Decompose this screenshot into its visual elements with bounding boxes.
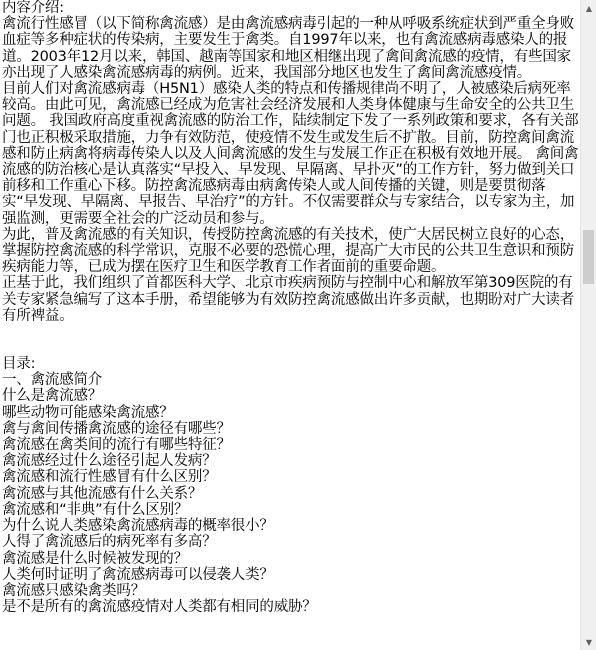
toc-item: 一、禽流感简介 xyxy=(2,372,103,389)
document-body xyxy=(2,0,580,615)
toc-heading: 目录: xyxy=(2,356,36,373)
scrollbar-thumb[interactable] xyxy=(583,230,594,284)
toc-item: 禽流感和流行性感冒有什么区别？ xyxy=(2,469,217,486)
toc-item: 什么是禽流感？ xyxy=(2,388,103,405)
toc-item: 哪些动物可能感染禽流感？ xyxy=(2,404,174,421)
scroll-up-arrow-icon[interactable]: ▲ xyxy=(585,3,593,13)
paragraph: 禽流行性感冒（以下简称禽流感）是由禽流感病毒引起的一种从呼吸系统症状到严重全身败血症等多种症状的传染病，主要发生于禽类。自1997年以来，也有禽流感病毒感染人的报道。2003年12月以来，韩国、越南等国家和地区相继出现了禽间禽流感的疫情，有些国家亦出现了人感染禽流感病毒的病例。近来，我国部分地区也发生了禽间禽流感疫情。 xyxy=(2,16,574,81)
paragraph: 目前人们对禽流感病毒（H5N1）感染人类的特点和传播规律尚不明了，人被感染后病死率较高。由此可见，禽流感已经成为危害社会经济发展和人类身体健康与生命安全的公共卫生问题。 我国政府高度重视禽流感的防治工作，陆续制定下发了一系列政策和要求，各有关部门也正积极采取措施，力争有效防范，使疫情不发生或发生后不扩散。目前，防控禽间禽流感和防止病禽将病毒传染人以及人间禽流感的发生与发展工作正在积极有效地开展。 禽间禽流感的防治核心是认真落实“早投入、早发现、早隔离、早扑灭”的工作方针，努力做到关口前移和工作重心下移。防控禽流感病毒由病禽传染人或人间传播的关键，则是要贯彻落实“早发现、早隔离、早报告、早治疗”的方针。不仅需要群众与专家结合，以专家为主，加强监测，更需要全社会的广泛动员和参与。 xyxy=(2,81,579,227)
toc-item: 禽流感和“非典”有什么区别？ xyxy=(2,501,189,518)
intro-heading: 内容介绍: xyxy=(2,0,64,16)
toc-item: 禽流感只感染禽类吗？ xyxy=(2,582,145,599)
scroll-down-arrow-icon[interactable]: ▼ xyxy=(585,637,593,647)
blank-spacer xyxy=(2,324,580,356)
toc-item: 禽流感在禽类间的流行有哪些特征？ xyxy=(2,437,231,454)
toc-item: 禽流感经过什么途径引起人发病？ xyxy=(2,453,217,470)
toc-item: 人得了禽流感后的病死率有多高？ xyxy=(2,534,217,551)
toc-item: 为什么说人类感染禽流感病毒的概率很小？ xyxy=(2,518,274,535)
toc-item: 是不是所有的禽流感疫情对人类都有相同的威胁？ xyxy=(2,599,317,616)
toc-item: 禽与禽间传播禽流感的途径有哪些？ xyxy=(2,420,231,437)
toc-item: 禽流感是什么时候被发现的？ xyxy=(2,550,188,567)
vertical-scrollbar[interactable] xyxy=(580,0,596,650)
toc-item: 人类何时证明了禽流感病毒可以侵袭人类？ xyxy=(2,566,274,583)
toc-item: 禽流感与其他流感有什么关系？ xyxy=(2,485,203,502)
paragraph: 正基于此，我们组织了首都医科大学、北京市疾病预防与控制中心和解放军第309医院的有关专家紧急编写了这本手册，希望能够为有效防控禽流感做出许多贡献，也期盼对广大读者有所裨益。 xyxy=(2,275,574,324)
paragraph: 为此，普及禽流感的有关知识，传授防控禽流感的有关技术，使广大居民树立良好的心态，掌握防控禽流感的科学常识，克服不必要的恐慌心理，提高广大市民的公共卫生意识和预防疾病能力等，已成为摆在医疗卫生和医学教育工作者面前的重要命题。 xyxy=(2,226,574,276)
